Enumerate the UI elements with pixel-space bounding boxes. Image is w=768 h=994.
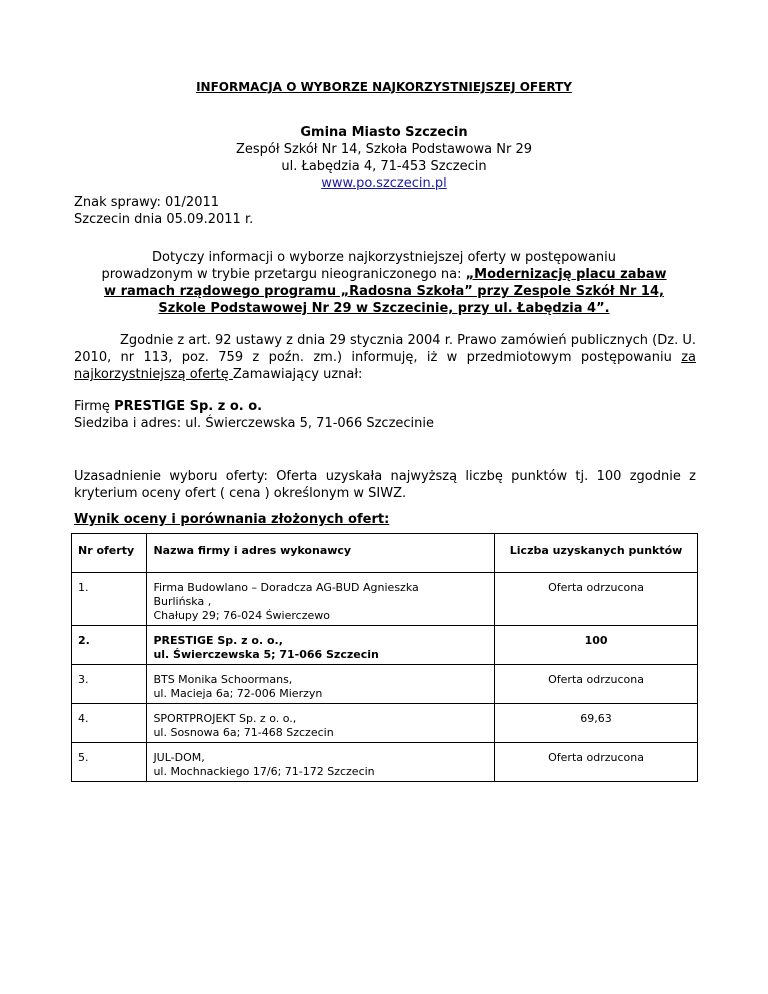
selected-firm — [74, 398, 434, 432]
row-firm-line: PRESTIGE Sp. z o. o., — [153, 634, 283, 647]
selected-firm-address: Siedziba i adres: ul. Świerczewska 5, 71-066 Szczecinie — [74, 416, 435, 431]
row-firm-line: JUL-DOM, — [153, 751, 205, 764]
row-points: Oferta odrzucona — [495, 743, 698, 782]
row-firm — [147, 573, 495, 626]
row-points: Oferta odrzucona — [495, 665, 698, 704]
row-firm-line: ul. Mochnackiego 17/6; 71-172 Szczecin — [153, 765, 375, 778]
table-row — [72, 665, 698, 704]
justification-text: Uzasadnienie wyboru oferty: Oferta uzyskała najwyższą liczbę punktów tj. 100 zgodnie z kryterium oceny ofert ( cena ) określonym w SIWZ. — [74, 469, 696, 501]
selected-firm-name: PRESTIGE Sp. z o. o. — [114, 399, 263, 414]
row-firm — [147, 743, 495, 782]
subject-block — [74, 249, 694, 317]
legal-basis-text: Zgodnie z art. 92 ustawy z dnia 29 stycznia 2004 r. Prawo zamówień publicznych (Dz. U. 2010, nr 113, poz. 759 z poźn. zm.) informuję, iż w przedmiotowym postępowaniu — [74, 333, 696, 365]
row-nr: 5. — [72, 743, 147, 782]
selected-firm-prefix: Firmę — [74, 399, 115, 414]
row-firm-line: Firma Budowlano – Doradcza AG-BUD Agnieszka — [153, 581, 419, 594]
subject-line-2 — [74, 266, 694, 283]
row-firm-line: ul. Macieja 6a; 72-006 Mierzyn — [153, 687, 323, 700]
organization-website-link[interactable]: www.po.szczecin.pl — [321, 176, 447, 191]
organization-address: ul. Łabędzia 4, 71-453 Szczecin — [281, 159, 487, 174]
table-row — [72, 743, 698, 782]
results-table — [71, 533, 698, 782]
row-firm-line: ul. Świerczewska 5; 71-066 Szczecin — [153, 648, 379, 661]
row-points: 69,63 — [495, 704, 698, 743]
document-date: Szczecin dnia 05.09.2011 r. — [74, 212, 254, 227]
legal-basis-suffix: Zamawiający uznał: — [232, 367, 363, 382]
row-firm — [147, 665, 495, 704]
row-nr: 1. — [72, 573, 147, 626]
row-firm-line: Burlińska , — [153, 595, 212, 608]
row-firm — [147, 704, 495, 743]
row-nr: 3. — [72, 665, 147, 704]
subject-line-1: Dotyczy informacji o wyborze najkorzystniejszej oferty w postępowaniu — [152, 250, 616, 265]
table-header-row — [72, 534, 698, 573]
row-nr: 4. — [72, 704, 147, 743]
case-meta — [74, 194, 253, 228]
row-firm-line: Chałupy 29; 76-024 Świerczewo — [153, 609, 330, 622]
header-points: Liczba uzyskanych punktów — [495, 534, 698, 573]
row-firm-line: BTS Monika Schoormans, — [153, 673, 293, 686]
header-nr: Nr oferty — [72, 534, 147, 573]
table-row — [72, 573, 698, 626]
row-nr: 2. — [72, 626, 147, 665]
row-points: Oferta odrzucona — [495, 573, 698, 626]
subject-line-4: Szkole Podstawowej Nr 29 w Szczecinie, przy ul. Łabędzia 4”. — [158, 301, 610, 316]
subject-line-2-title: „Modernizację placu zabaw — [465, 267, 667, 282]
results-heading: Wynik oceny i porównania złożonych ofert: — [74, 512, 390, 527]
row-points: 100 — [495, 626, 698, 665]
row-firm — [147, 626, 495, 665]
table-row — [72, 626, 698, 665]
header-firm: Nazwa firmy i adres wykonawcy — [147, 534, 495, 573]
subject-line-3: w ramach rządowego programu „Radosna Szkoła” przy Zespole Szkół Nr 14, — [104, 284, 664, 299]
case-number: Znak sprawy: 01/2011 — [74, 195, 220, 210]
legal-basis-paragraph — [74, 332, 696, 383]
legal-basis-underlined: za najkorzystniejszą ofertę — [74, 350, 696, 382]
document-title: INFORMACJA O WYBORZE NAJKORZYSTNIEJSZEJ OFERTY — [196, 80, 572, 94]
row-firm-line: ul. Sosnowa 6a; 71-468 Szczecin — [153, 726, 334, 739]
table-row — [72, 704, 698, 743]
organization-block — [0, 124, 768, 192]
subject-line-2-prefix: prowadzonym w trybie przetargu nieograniczonego na: — [101, 267, 466, 282]
organization-school: Zespół Szkół Nr 14, Szkoła Podstawowa Nr 29 — [235, 142, 532, 157]
row-firm-line: SPORTPROJEKT Sp. z o. o., — [153, 712, 297, 725]
organization-name: Gmina Miasto Szczecin — [300, 125, 468, 140]
